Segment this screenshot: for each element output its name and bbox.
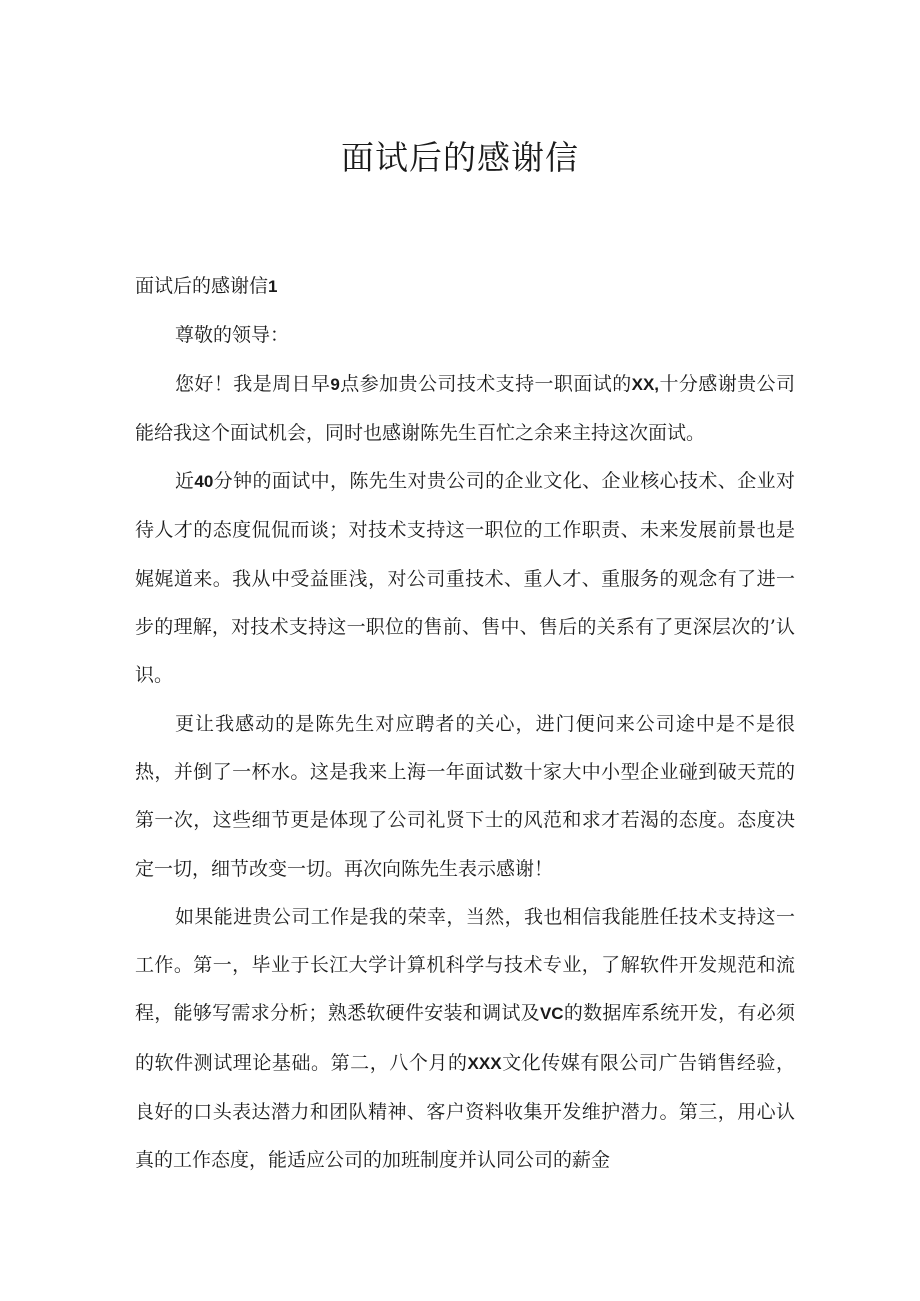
p1-text-a: 您好！我是周日早 <box>175 372 331 395</box>
salutation: 尊敬的领导： <box>175 324 290 347</box>
p4-text-e: 文化传媒有限公司广告销售经验，良好的口头表达潜力和团队精神、客户资料收集开发维护潜力。第三，用心认真的工作态度，能适应公司的加班制度并认同公司的薪金 <box>135 1051 795 1172</box>
paragraph-interview <box>135 457 795 699</box>
p4-text-a: 如果能进贵公司工作是我的荣幸，当然，我也相信我能胜任技术支持这一工作。第一，毕业于长江大学计算机科学与技术专业，了解软件开发规范和流程，能够写需求分析；熟悉软硬件安装和调试及 <box>135 905 795 1025</box>
p4-text-c: 的数据库系统开发，有必须的软件测试理论基础。第二，八个月的 <box>135 1002 795 1074</box>
document-body <box>135 262 795 1185</box>
p4-vc: VC <box>539 1004 564 1024</box>
paragraph-qualifications <box>135 893 795 1185</box>
paragraph-greeting <box>135 360 795 458</box>
p4-company: XXX <box>467 1053 502 1073</box>
p1-name: XX, <box>631 374 660 394</box>
p1-text-c: 点参加贵公司技术支持一职面试的 <box>339 372 632 395</box>
subheading-number: 1 <box>268 277 278 296</box>
letter-subheading <box>135 262 795 311</box>
subheading-text: 面试后的感谢信 <box>135 275 269 297</box>
paragraph-gratitude: 更让我感动的是陈先生对应聘者的关心，进门便问来公司途中是不是很热，并倒了一杯水。这是我来上海一年面试数十家大中小型企业碰到破天荒的第一次，这些细节更是体现了公司礼贤下士的风范和求才若渴的态度。态度决定一切，细节改变一切。再次向陈先生表示感谢！ <box>135 712 795 880</box>
p1-text-e: 十分感谢贵公司能给我这个面试机会，同时也感谢陈先生百忙之余来主持这次面试。 <box>135 372 795 444</box>
p2-minutes: 40 <box>194 472 214 492</box>
p2-text-c: 分钟的面试中，陈先生对贵公司的企业文化、企业核心技术、企业对待人才的态度侃侃而谈；对技术支持这一职位的工作职责、未来发展前景也是娓娓道来。我从中受益匪浅，对公司重技术、重人才、重服务的观念有了进一步的理解，对技术支持这一职位的售前、售中、售后的关系有了更深层次的’认识。 <box>135 470 795 687</box>
document-title: 面试后的感谢信 <box>341 138 579 177</box>
p1-time: 9 <box>330 374 340 394</box>
p2-text-a: 近 <box>175 470 195 493</box>
